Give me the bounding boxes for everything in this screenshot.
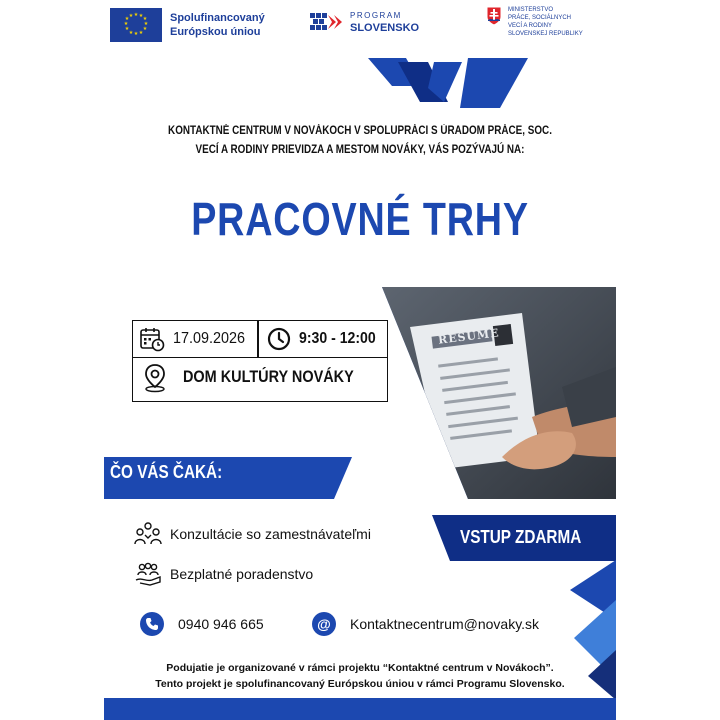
poster (104, 0, 616, 720)
clock-icon (267, 327, 291, 351)
calendar-icon (139, 326, 165, 352)
intro-line2: VECÍ A RODINY PRIEVIDZA A MESTOM NOVÁKY, VÁS POZÝVAJÚ NA: (195, 144, 525, 156)
intro-line1: KONTAKTNÉ CENTRUM V NOVÁKOCH V SPOLUPRÁCI S ÚRADOM PRÁCE, SOC. (168, 125, 552, 137)
svg-text:★: ★ (123, 21, 129, 27)
event-info-box (132, 320, 388, 402)
resume-label: RESUME (437, 326, 501, 347)
bottom-bar (104, 698, 616, 720)
ministry-logo-line3: VECÍ A RODINY (508, 23, 553, 29)
list-item (134, 562, 313, 586)
ministry-logo-line2: PRÁCE, SOCIÁLNYCH (508, 15, 572, 21)
footer-note (104, 660, 616, 692)
footer-line1: Podujatie je organizované v rámci projektu “Kontaktné centrum v Novákoch”. (166, 662, 554, 674)
section-title: ČO VÁS ČAKÁ: (110, 462, 223, 482)
list-item (134, 522, 371, 546)
svg-text:★: ★ (128, 13, 134, 19)
divider (257, 321, 259, 357)
ministry-logo-line4: SLOVENSKEJ REPUBLIKY (508, 31, 583, 37)
advice-group-icon (134, 562, 162, 586)
eu-logo-line2: Európskou úniou (170, 26, 261, 38)
svg-text:★: ★ (133, 31, 139, 37)
event-venue: DOM KULTÚRY NOVÁKY (183, 367, 354, 386)
consultation-icon (134, 522, 162, 546)
phone-number[interactable]: 0940 946 665 (178, 616, 264, 632)
eu-logo (110, 8, 265, 42)
svg-text:★: ★ (128, 30, 134, 36)
svg-text:★: ★ (138, 30, 144, 36)
footer-line2: Tento projekt je spolufinancovaný Európskou úniou v rámci Programu Slovensko. (155, 678, 565, 690)
slovak-coat-of-arms-icon (486, 6, 502, 26)
program-logo-line2: SLOVENSKO (350, 22, 420, 34)
ministry-logo (486, 6, 583, 38)
eu-flag-icon (110, 8, 162, 42)
eu-logo-line1: Spolufinancovaný (170, 12, 265, 24)
event-date: 17.09.2026 (173, 330, 246, 347)
phone-contact[interactable] (140, 612, 264, 636)
email-icon: @ (312, 612, 336, 636)
svg-text:★: ★ (133, 12, 139, 18)
svg-text:★: ★ (142, 16, 148, 22)
event-time: 9:30 - 12:00 (299, 330, 376, 347)
page-title: PRACOVNÉ TRHY (191, 193, 529, 245)
item-label: Bezplatné poradenstvo (170, 566, 314, 582)
svg-text:★: ★ (124, 16, 130, 22)
phone-icon (140, 612, 164, 636)
ministry-logo-line1: MINISTERSTVO (508, 7, 554, 13)
email-contact[interactable] (312, 612, 539, 636)
date-time-row (133, 321, 387, 358)
svg-text:★: ★ (142, 26, 148, 32)
svg-text:★: ★ (124, 26, 130, 32)
handshake-resume-photo (382, 287, 616, 499)
item-label: Konzultácie so zamestnávateľmi (170, 526, 371, 542)
svg-text:★: ★ (138, 13, 144, 19)
program-slovensko-icon (310, 11, 344, 33)
intro-text (140, 122, 580, 160)
svg-text:★: ★ (143, 21, 149, 27)
program-slovensko-logo (310, 10, 419, 34)
free-entry-label: VSTUP ZDARMA (460, 527, 582, 547)
top-decorative-shape (368, 58, 528, 108)
location-pin-icon (143, 363, 167, 393)
program-logo-line1: PROGRAM (350, 11, 402, 20)
email-address[interactable]: Kontaktnecentrum@novaky.sk (350, 616, 540, 632)
